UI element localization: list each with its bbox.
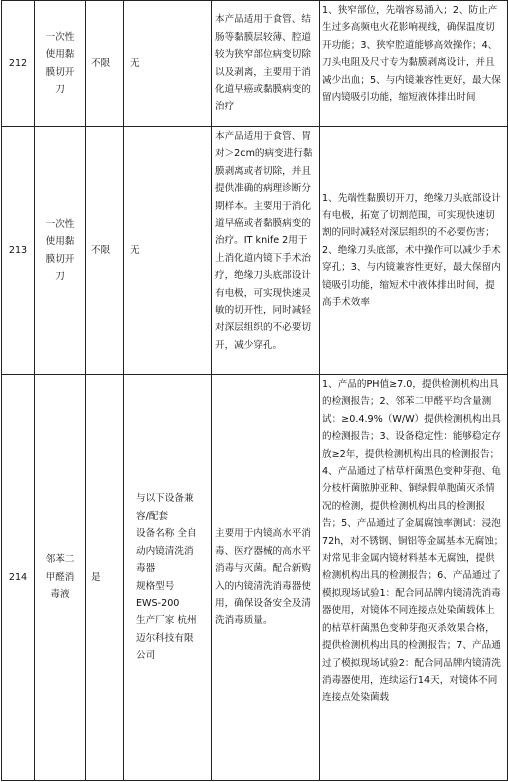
limit-cell: 不限 [86,127,124,375]
features-cell: 1、先端性黏膜切开刀，绝缘刀头底部设计有电极，拓宽了切割范围，可实现快速切割的同时减轻对深层组织的不必要伤害；2、绝缘刀头底部，术中操作可以减少手术穿孔；3、与内镜兼容性更好，最大保留内镜吸引功能，缩短术中液体排出时间，提高手术效率 [320,127,508,375]
row-number: 214 [2,375,35,781]
product-table [1,0,508,781]
product-name: 一次性使用黏膜切开刀 [35,127,86,375]
spec-line: 规格型号 [136,580,175,592]
table-row [2,375,508,781]
table-row [2,127,508,375]
limit-cell: 是 [86,375,124,781]
table-row [2,1,508,127]
spec-cell: 无 [124,1,212,127]
description-cell: 本产品适用于食管、结肠等黏膜层较薄、腔道较为狭窄部位病变切除以及剥离，主要用于消化道早癌或黏膜病变的治疗 [212,1,320,127]
description-cell: 本产品适用于食管、胃对＞2cm的病变进行黏膜剥离或者切除，并且提供准确的病理诊断分期样本。主要用于消化道早癌或者黏膜病变的治疗。IT knife 2用于上消化道内镜下手术治疗，绝缘刀头底部设计有电极，可实现快速灵敏的切开性，同时减轻对深层组织的不必要切开，减少穿孔。 [212,127,320,375]
spec-line: EWS-200 [136,597,180,609]
spec-cell: 无 [124,127,212,375]
spec-line: 与以下设备兼容/配套 [136,493,194,522]
features-cell: 1、产品的PH值≥7.0，提供检测机构出具的检测报告；2、邻苯二甲醛平均含量测试：≥0.4.9%（W/W）提供检测机构出具的检测报告；3、设备稳定性：能够稳定存放≥2年，提供检测机构出具的检测报告；4、产品通过了枯草杆菌黑色变种芽孢、龟分枝杆菌脓肿亚种、铜绿假单胞菌灭杀情况的检测，提供检测机构出具的检测报告；5、产品通过了金属腐蚀率测试：浸泡72h，对不锈钢、铜铝等金属基本无腐蚀；对常见非金属内镜材料基本无腐蚀，提供检测机构出具的检测报告；6、产品通过了模拟现场试验1：配合同品牌内镜清洗消毒器使用，对镜体不同连接点处染菌载体上的枯草杆菌黑色变种芽孢灭杀效果合格，提供检测机构出具的检测报告；7、产品通过了模拟现场试验2：配合同品牌内镜清洗消毒器使用，连续运行14天，对镜体不同连接点处染菌载 [320,375,508,781]
product-name: 邻苯二甲醛消毒液 [35,375,86,781]
row-number: 212 [2,1,35,127]
spec-line: 生产厂家 杭州迈尔科技有限公司 [136,615,197,662]
spec-cell [124,375,212,781]
product-name: 一次性使用黏膜切开刀 [35,1,86,127]
features-cell: 1、狭窄部位，先端容易涌入；2、防止产生过多高频电火花影响视线，确保温度切开功能；3、狭窄腔道能够高效操作；4、刀头电阻及尺寸专为黏膜剥离设计，并且减少出血；5、与内镜兼容性更好，最大保留内镜吸引功能，缩短液体排出时间 [320,1,508,127]
description-cell: 主要用于内镜高水平消毒、医疗器械的高水平消毒与灭菌。配合新购入的内镜清洗消毒器使用，确保设备安全及清洗消毒质量。 [212,375,320,781]
limit-cell: 不限 [86,1,124,127]
spec-line: 设备名称 全自动内镜清洗消毒器 [136,528,197,575]
row-number: 213 [2,127,35,375]
